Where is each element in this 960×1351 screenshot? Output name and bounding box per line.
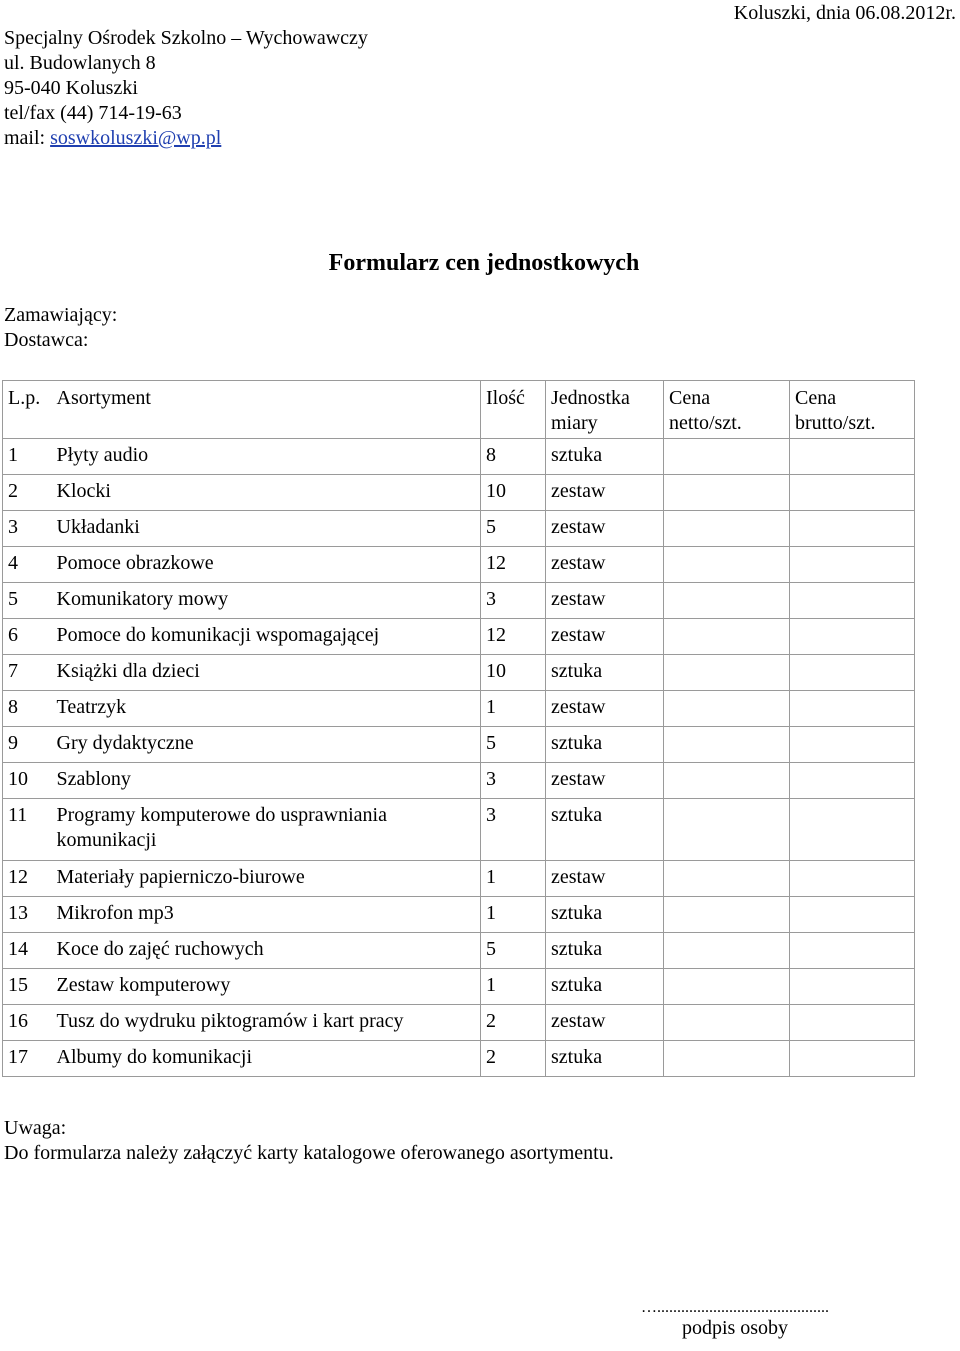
table-row [3,655,915,691]
sender-street: ul. Budowlanych 8 [4,52,156,74]
row-quantity: 1 [481,691,546,727]
row-lp: 4 [3,547,54,583]
row-quantity: 12 [481,547,546,583]
price-table [2,380,915,1077]
row-gross-price[interactable] [790,655,915,691]
row-gross-price[interactable] [790,933,915,969]
row-gross-price[interactable] [790,897,915,933]
row-lp: 10 [3,763,54,799]
row-gross-price[interactable] [790,763,915,799]
row-assortment: Albumy do komunikacji [54,1041,481,1077]
row-gross-price[interactable] [790,583,915,619]
signature-block [565,1300,905,1341]
row-assortment: Zestaw komputerowy [54,969,481,1005]
row-gross-price[interactable] [790,547,915,583]
row-net-price[interactable] [664,763,790,799]
row-lp: 14 [3,933,54,969]
mail-label: mail: [4,127,51,149]
row-assortment: Klocki [54,475,481,511]
table-row [3,727,915,763]
table-row [3,475,915,511]
signature-label: podpis osoby [681,1317,789,1339]
row-net-price[interactable] [664,475,790,511]
document-date: Koluszki, dnia 06.08.2012r. [733,2,956,24]
row-quantity: 10 [481,475,546,511]
row-lp: 12 [3,861,54,897]
row-unit: zestaw [546,861,664,897]
table-row [3,619,915,655]
row-quantity: 5 [481,511,546,547]
row-net-price[interactable] [664,933,790,969]
row-gross-price[interactable] [790,691,915,727]
row-net-price[interactable] [664,583,790,619]
row-lp: 6 [3,619,54,655]
row-net-price[interactable] [664,619,790,655]
row-assortment: Komunikatory mowy [54,583,481,619]
row-gross-price[interactable] [790,727,915,763]
row-unit: zestaw [546,511,664,547]
row-net-price[interactable] [664,511,790,547]
row-gross-price[interactable] [790,969,915,1005]
row-quantity: 3 [481,583,546,619]
row-quantity: 2 [481,1041,546,1077]
row-quantity: 5 [481,727,546,763]
row-assortment: Koce do zajęć ruchowych [54,933,481,969]
row-unit: sztuka [546,897,664,933]
note-block [4,1116,614,1166]
row-assortment: Układanki [54,511,481,547]
row-unit: sztuka [546,1041,664,1077]
supplier-label: Dostawca: [4,329,89,351]
row-quantity: 1 [481,861,546,897]
row-unit: zestaw [546,583,664,619]
ordering-party-label: Zamawiający: [4,304,118,326]
row-unit: sztuka [546,799,664,861]
row-lp: 5 [3,583,54,619]
header-gross-price: Cena brutto/szt. [790,381,915,439]
row-assortment: Tusz do wydruku piktogramów i kart pracy [54,1005,481,1041]
row-gross-price[interactable] [790,861,915,897]
row-unit: zestaw [546,1005,664,1041]
row-unit: sztuka [546,969,664,1005]
row-lp: 9 [3,727,54,763]
row-assortment: Płyty audio [54,439,481,475]
row-unit: sztuka [546,439,664,475]
row-lp: 13 [3,897,54,933]
sender-phone: tel/fax (44) 714-19-63 [4,102,182,124]
row-gross-price[interactable] [790,439,915,475]
header-assortment: Asortyment [54,381,481,439]
row-gross-price[interactable] [790,799,915,861]
row-lp: 11 [3,799,54,861]
row-assortment: Szablony [54,763,481,799]
row-net-price[interactable] [664,655,790,691]
row-gross-price[interactable] [790,1005,915,1041]
row-gross-price[interactable] [790,1041,915,1077]
row-unit: zestaw [546,475,664,511]
table-row [3,1005,915,1041]
row-assortment: Mikrofon mp3 [54,897,481,933]
row-net-price[interactable] [664,439,790,475]
row-net-price[interactable] [664,969,790,1005]
row-lp: 17 [3,1041,54,1077]
table-row [3,1041,915,1077]
table-row [3,547,915,583]
table-row [3,583,915,619]
row-lp: 3 [3,511,54,547]
row-lp: 8 [3,691,54,727]
row-unit: zestaw [546,547,664,583]
row-gross-price[interactable] [790,511,915,547]
parties-block [4,303,117,353]
row-assortment: Pomoce obrazkowe [54,547,481,583]
row-lp: 15 [3,969,54,1005]
row-lp: 2 [3,475,54,511]
row-net-price[interactable] [664,897,790,933]
row-assortment: Książki dla dzieci [54,655,481,691]
row-unit: sztuka [546,655,664,691]
sender-name: Specjalny Ośrodek Szkolno – Wychowawczy [4,27,368,49]
row-unit: zestaw [546,691,664,727]
row-assortment: Programy komputerowe do usprawniania komunikacji [54,799,481,861]
row-quantity: 12 [481,619,546,655]
table-row [3,969,915,1005]
row-net-price[interactable] [664,799,790,861]
row-unit: zestaw [546,763,664,799]
row-net-price[interactable] [664,727,790,763]
table-header-row [3,381,915,439]
row-unit: sztuka [546,933,664,969]
row-assortment: Pomoce do komunikacji wspomagającej [54,619,481,655]
row-net-price[interactable] [664,691,790,727]
page-title: Formularz cen jednostkowych [328,250,640,276]
row-gross-price[interactable] [790,475,915,511]
row-assortment: Teatrzyk [54,691,481,727]
row-lp: 16 [3,1005,54,1041]
note-text: Do formularza należy załączyć karty katalogowe oferowanego asortymentu. [4,1142,614,1164]
table-row [3,439,915,475]
row-lp: 7 [3,655,54,691]
table-row [3,799,915,861]
sender-address [4,26,368,151]
row-net-price[interactable] [664,547,790,583]
sender-city: 95-040 Koluszki [4,77,138,99]
row-unit: zestaw [546,619,664,655]
row-quantity: 10 [481,655,546,691]
table-row [3,933,915,969]
row-assortment: Materiały papierniczo-biurowe [54,861,481,897]
row-quantity: 3 [481,799,546,861]
header-quantity: Ilość [481,381,546,439]
email-link[interactable]: soswkoluszki@wp.pl [50,127,222,149]
row-quantity: 5 [481,933,546,969]
row-unit: sztuka [546,727,664,763]
row-quantity: 8 [481,439,546,475]
row-quantity: 1 [481,969,546,1005]
row-net-price[interactable] [664,1005,790,1041]
row-net-price[interactable] [664,861,790,897]
row-net-price[interactable] [664,1041,790,1077]
header-lp: L.p. [3,381,54,439]
signature-line: …........................................... [641,1299,829,1316]
row-quantity: 2 [481,1005,546,1041]
note-label: Uwaga: [4,1117,67,1139]
table-row [3,897,915,933]
row-gross-price[interactable] [790,619,915,655]
header-net-price: Cena netto/szt. [664,381,790,439]
table-row [3,511,915,547]
row-quantity: 3 [481,763,546,799]
row-quantity: 1 [481,897,546,933]
sender-mail-line [4,126,368,151]
table-row [3,763,915,799]
table-row [3,861,915,897]
row-lp: 1 [3,439,54,475]
header-unit: Jednostka miary [546,381,664,439]
row-assortment: Gry dydaktyczne [54,727,481,763]
table-row [3,691,915,727]
